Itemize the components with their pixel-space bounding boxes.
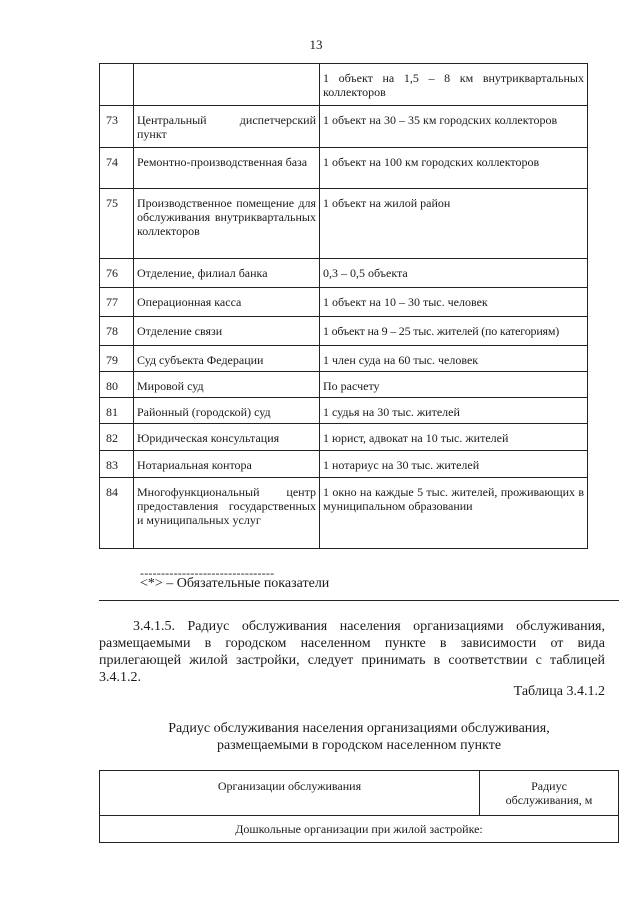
- row-number: 78: [100, 317, 134, 346]
- object-name: Отделение связи: [134, 317, 320, 346]
- object-name: Мировой суд: [134, 372, 320, 398]
- row-number: 81: [100, 398, 134, 424]
- row-number: 77: [100, 288, 134, 317]
- object-name: Суд субъекта Федерации: [134, 346, 320, 372]
- page-number: 13: [309, 37, 323, 52]
- table-row: [100, 106, 588, 148]
- table-row: [100, 64, 588, 106]
- object-norm: 1 объект на 9 – 25 тыс. жителей (по категориям): [320, 317, 588, 346]
- row-number: 74: [100, 148, 134, 189]
- object-name: Ремонтно-производственная база: [134, 148, 320, 189]
- object-name: Центральный диспетчерский пункт: [134, 106, 320, 148]
- column-header-radius: [480, 771, 619, 816]
- table-title-line: Радиус обслуживания населения организациями обслуживания,: [168, 721, 550, 736]
- object-name: [134, 64, 320, 106]
- table-header-row: [100, 771, 619, 816]
- object-name: Производственное помещение для обслуживания внутриквартальных коллекторов: [134, 189, 320, 259]
- object-norm: 1 объект на 10 – 30 тыс. человек: [320, 288, 588, 317]
- table-caption-label: Таблица 3.4.1.2: [513, 684, 605, 699]
- object-norm: 1 член суда на 60 тыс. человек: [320, 346, 588, 372]
- object-norm: 1 юрист, адвокат на 10 тыс. жителей: [320, 424, 588, 451]
- column-header-radius-line: Радиус: [531, 779, 567, 793]
- table-title: [99, 720, 619, 754]
- row-number: [100, 64, 134, 106]
- norms-table: [99, 63, 588, 549]
- table-row: [100, 317, 588, 346]
- object-norm: 1 судья на 30 тыс. жителей: [320, 398, 588, 424]
- table-row: [100, 424, 588, 451]
- section-subheader: Дошкольные организации при жилой застройке:: [100, 816, 619, 843]
- row-number: 76: [100, 259, 134, 288]
- object-norm: 1 объект на 100 км городских коллекторов: [320, 148, 588, 189]
- table-row: [100, 372, 588, 398]
- table-row: [100, 346, 588, 372]
- object-name: Операционная касса: [134, 288, 320, 317]
- table-row: [100, 398, 588, 424]
- column-header-radius-line: обслуживания, м: [505, 793, 593, 807]
- table-row: [100, 259, 588, 288]
- radius-table: [99, 770, 619, 843]
- column-header-organizations: Организации обслуживания: [100, 771, 480, 816]
- footnote-separator: --------------------------------: [140, 566, 275, 580]
- table-row: [100, 288, 588, 317]
- row-number: 83: [100, 451, 134, 478]
- body-paragraph: 3.4.1.5. Радиус обслуживания населения организациями обслуживания, размещаемыми в городском населенном пункте в зависимости от вида прилегающей жилой застройки, следует принимать в соответствии с таблицей 3.4.1.2.: [99, 619, 605, 685]
- row-number: 75: [100, 189, 134, 259]
- table-row: [100, 478, 588, 549]
- object-name: Отделение, филиал банка: [134, 259, 320, 288]
- table-row: [100, 148, 588, 189]
- table-row: [100, 451, 588, 478]
- object-name: Нотариальная контора: [134, 451, 320, 478]
- row-number: 79: [100, 346, 134, 372]
- table-title-line: размещаемыми в городском населенном пункте: [216, 738, 502, 753]
- row-number: 80: [100, 372, 134, 398]
- footnote-text: <*> – Обязательные показатели: [140, 576, 330, 591]
- object-norm: 1 нотариус на 30 тыс. жителей: [320, 451, 588, 478]
- object-norm: 1 объект на жилой район: [320, 189, 588, 259]
- object-name: Юридическая консультация: [134, 424, 320, 451]
- table-row: [100, 816, 619, 843]
- object-norm: По расчету: [320, 372, 588, 398]
- object-name: Районный (городской) суд: [134, 398, 320, 424]
- row-number: 73: [100, 106, 134, 148]
- divider: [99, 600, 619, 601]
- object-norm: 1 объект на 1,5 – 8 км внутриквартальных коллекторов: [320, 64, 588, 106]
- object-name: Многофункциональный центр предоставления государственных и муниципальных услуг: [134, 478, 320, 549]
- row-number: 82: [100, 424, 134, 451]
- object-norm: 1 объект на 30 – 35 км городских коллекторов: [320, 106, 588, 148]
- table-row: [100, 189, 588, 259]
- object-norm: 0,3 – 0,5 объекта: [320, 259, 588, 288]
- row-number: 84: [100, 478, 134, 549]
- object-norm: 1 окно на каждые 5 тыс. жителей, проживающих в муниципальном образовании: [320, 478, 588, 549]
